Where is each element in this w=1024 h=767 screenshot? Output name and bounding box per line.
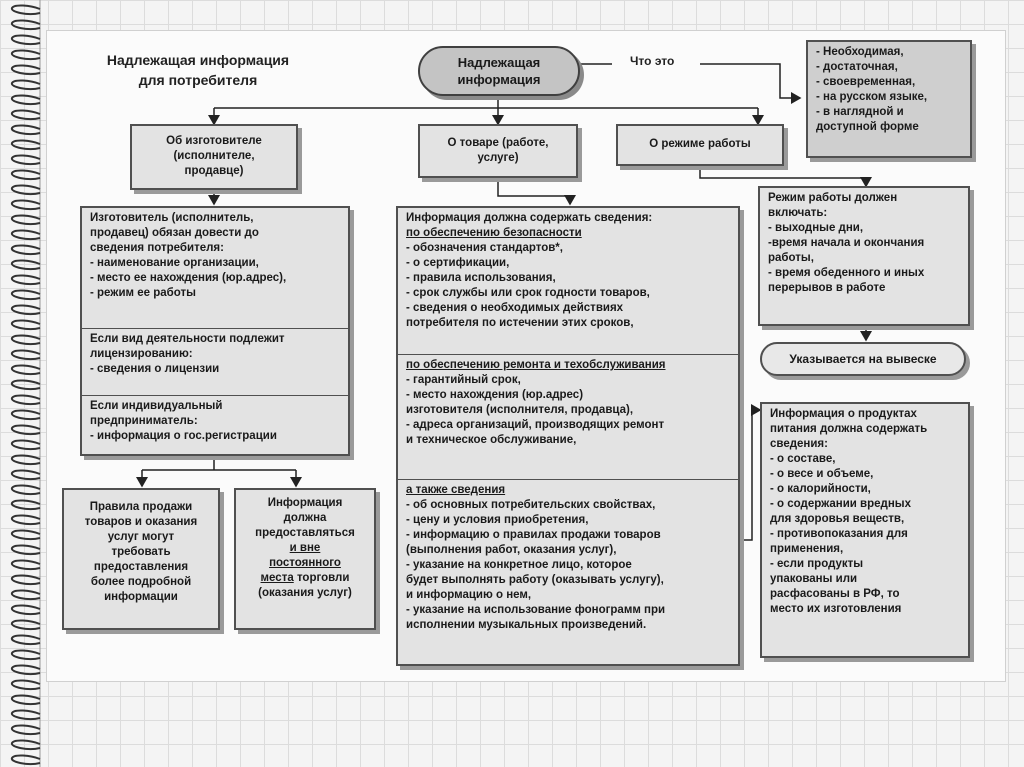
product-line: О товаре (работе,: [447, 137, 549, 149]
schedule-detail-line: - время обеденного и иных: [768, 267, 925, 279]
food-info-line: - о калорийности,: [770, 483, 871, 495]
off-premises-line: Информация: [267, 497, 343, 509]
schedule-detail-line: Режим работы должен: [768, 192, 898, 204]
safety-heading: по обеспечению безопасности: [406, 227, 582, 239]
other-info-item: - об основных потребительских свойствах,: [406, 499, 656, 511]
repair-heading: по обеспечению ремонта и техобслуживания: [406, 359, 666, 371]
schedule-detail-line: работы,: [768, 252, 814, 264]
other-info-item: - цену и условия приобретения,: [406, 514, 589, 526]
other-info-item: исполнении музыкальных произведений.: [406, 619, 647, 631]
safety-section: [398, 208, 738, 354]
food-info-line: место их изготовления: [770, 603, 902, 615]
entrepreneur-line: предприниматель:: [90, 415, 198, 427]
food-info-line: для здоровья веществ,: [770, 513, 905, 525]
product-box: [418, 124, 578, 178]
off-premises-line: (оказания услуг): [258, 587, 352, 599]
other-info-item: будет выполнять работу (оказывать услугу),: [406, 574, 664, 586]
food-info-line: - о составе,: [770, 453, 836, 465]
diagram-title: [68, 50, 328, 90]
schedule-detail-line: включать:: [768, 207, 828, 219]
safety-item: - сведения о необходимых действиях: [406, 302, 624, 314]
off-premises-line: постоянного: [269, 557, 341, 569]
repair-item: изготовителя (исполнителя, продавца),: [406, 404, 634, 416]
qualities-item: доступной форме: [816, 121, 919, 133]
license-line: Если вид деятельности подлежит: [90, 333, 285, 345]
food-info-line: упакованы или: [770, 573, 858, 585]
food-info-line: расфасованы в РФ, то: [770, 588, 900, 600]
other-info-heading: а также сведения: [406, 484, 506, 496]
off-premises-line: и вне: [289, 542, 321, 554]
title-line: для потребителя: [138, 72, 258, 88]
obligation-line: сведения потребителя:: [90, 242, 224, 254]
off-premises-box: [234, 488, 376, 630]
sales-rules-line: товаров и оказания: [84, 516, 198, 528]
repair-item: - адреса организаций, производящих ремонт: [406, 419, 665, 431]
sales-rules-line: услуг могут: [107, 531, 175, 543]
entrepreneur-line: Если индивидуальный: [90, 400, 223, 412]
product-details-box: [396, 206, 740, 666]
schedule-label: О режиме работы: [649, 138, 751, 150]
license-line: - сведения о лицензии: [90, 363, 220, 375]
off-premises-word: торговли: [296, 572, 350, 584]
sales-rules-line: требовать: [111, 546, 171, 558]
repair-item: - место нахождения (юр.адрес): [406, 389, 584, 401]
food-info-line: - противопоказания для: [770, 528, 908, 540]
off-premises-word: места: [260, 572, 294, 584]
manufacturer-details-box: [80, 206, 350, 456]
repair-item: и техническое обслуживание,: [406, 434, 577, 446]
entrepreneur-section: [82, 395, 348, 447]
other-info-item: (выполнения работ, оказания услуг),: [406, 544, 617, 556]
schedule-details-box: [758, 186, 970, 326]
food-info-line: Информация о продуктах: [770, 408, 917, 420]
repair-item: - гарантийный срок,: [406, 374, 521, 386]
title-line: Надлежащая информация: [106, 52, 290, 68]
central-node: [418, 46, 580, 96]
qualities-item: - своевременная,: [816, 76, 916, 88]
sales-rules-line: предоставления: [93, 561, 189, 573]
manufacturer-box: [130, 124, 298, 190]
sales-rules-line: информации: [104, 591, 178, 603]
sales-rules-line: более подробной: [90, 576, 192, 588]
manufacturer-line: (исполнителе,: [173, 150, 255, 162]
off-premises-line: [261, 572, 350, 584]
obligation-line: Изготовитель (исполнитель,: [90, 212, 254, 224]
safety-item: - обозначения стандартов*,: [406, 242, 563, 254]
obligation-line: продавец) обязан довести до: [90, 227, 259, 239]
obligation-line: - режим ее работы: [90, 287, 196, 299]
central-node-line: информация: [457, 72, 541, 87]
schedule-detail-line: - выходные дни,: [768, 222, 864, 234]
safety-item: - о сертификации,: [406, 257, 510, 269]
manufacturer-line: продавце): [184, 165, 244, 177]
food-info-line: питания должна содержать: [770, 423, 928, 435]
qualities-item: - достаточная,: [816, 61, 898, 73]
other-info-item: и информацию о нем,: [406, 589, 532, 601]
product-line: услуге): [477, 152, 519, 164]
food-info-box: [760, 402, 970, 658]
other-info-section: [398, 479, 738, 636]
food-info-line: - о содержании вредных: [770, 498, 912, 510]
safety-item: потребителя по истечении этих сроков,: [406, 317, 634, 329]
signboard-label: Указывается на вывеске: [789, 352, 937, 366]
safety-item: - правила использования,: [406, 272, 556, 284]
safety-item: - срок службы или срок годности товаров,: [406, 287, 650, 299]
sales-rules-box: [62, 488, 220, 630]
license-section: [82, 328, 348, 395]
food-info-line: - о весе и объеме,: [770, 468, 874, 480]
manufacturer-line: Об изготовителе: [166, 135, 262, 147]
obligations-section: [82, 208, 348, 328]
qualities-item: - в наглядной и: [816, 106, 904, 118]
qualities-item: - Необходимая,: [816, 46, 904, 58]
food-info-line: сведения:: [770, 438, 828, 450]
obligation-line: - место ее нахождения (юр.адрес),: [90, 272, 287, 284]
off-premises-line: должна: [283, 512, 327, 524]
schedule-detail-line: -время начала и окончания: [768, 237, 925, 249]
food-info-line: - если продукты: [770, 558, 864, 570]
entrepreneur-line: - информация о гос.регистрации: [90, 430, 277, 442]
schedule-detail-line: перерывов в работе: [768, 282, 886, 294]
other-info-item: - информацию о правилах продажи товаров: [406, 529, 661, 541]
food-info-line: применения,: [770, 543, 844, 555]
schedule-box: [616, 124, 784, 166]
what-is-label: Что это: [630, 54, 675, 68]
central-node-line: Надлежащая: [457, 55, 541, 70]
license-line: лицензированию:: [90, 348, 193, 360]
qualities-item: - на русском языке,: [816, 91, 928, 103]
qualities-box: [806, 40, 972, 158]
repair-section: [398, 354, 738, 479]
safety-intro: Информация должна содержать сведения:: [406, 212, 653, 224]
sales-rules-line: Правила продажи: [89, 501, 193, 513]
other-info-item: - указание на конкретное лицо, которое: [406, 559, 632, 571]
other-info-item: - указание на использование фонограмм при: [406, 604, 666, 616]
obligation-line: - наименование организации,: [90, 257, 259, 269]
signboard-note: [760, 342, 966, 376]
off-premises-line: предоставляться: [255, 527, 355, 539]
